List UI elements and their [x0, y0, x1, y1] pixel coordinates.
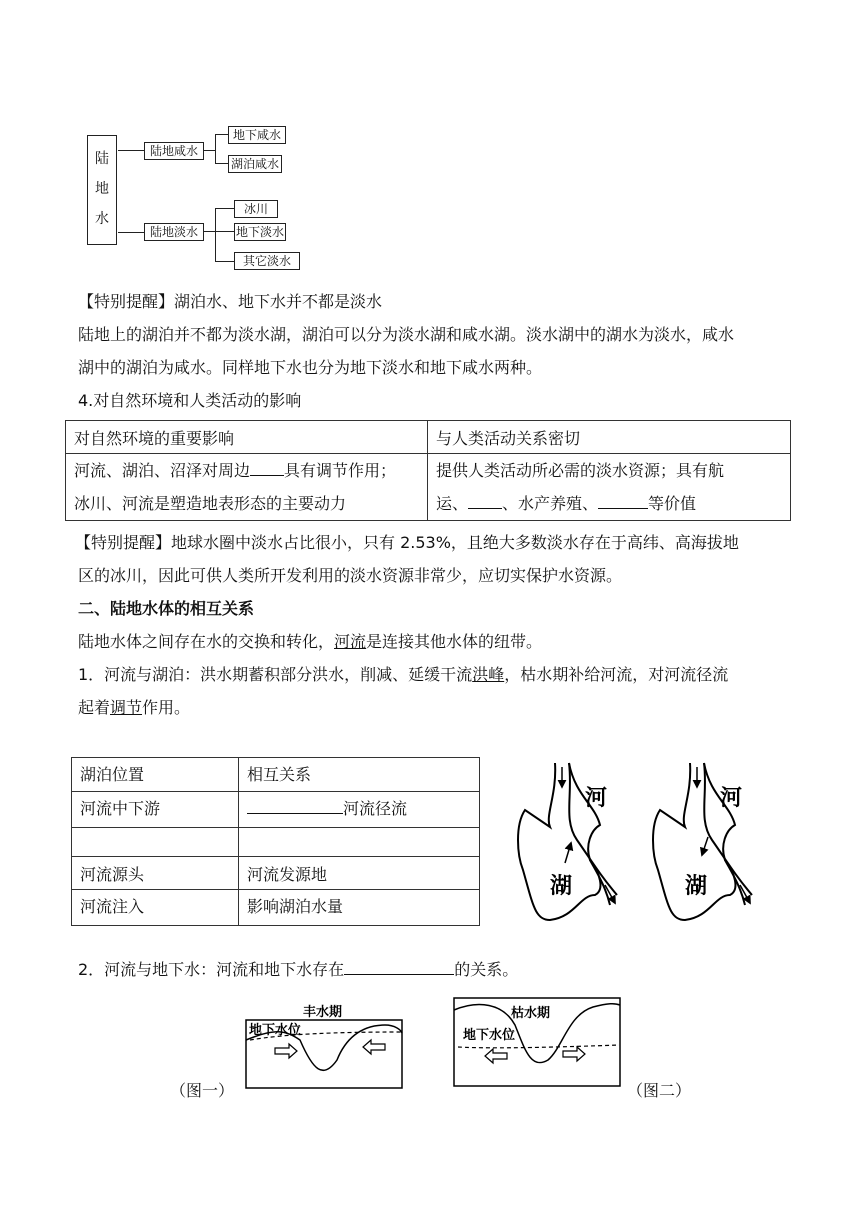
- season-label: 丰水期: [303, 1005, 343, 1020]
- tree-root-char: 水: [95, 211, 109, 227]
- point1-line1: 1．河流与湖泊：洪水期蓄积部分洪水，削减、延缓干流洪峰，枯水期补给河流，对河流径流: [78, 665, 729, 684]
- lake-pos: 河流注入: [72, 890, 239, 926]
- impact-header: 与人类活动关系密切: [428, 421, 791, 454]
- intro-line: 陆地水体之间存在水的交换和转化，河流是连接其他水体的纽带。: [78, 632, 543, 651]
- tip2-bracket: 【特别提醒】: [75, 533, 172, 552]
- point2-line: 2．河流与地下水：河流和地下水存在 的关系。: [78, 960, 519, 979]
- river-label: 河: [720, 786, 743, 811]
- tip2-line2: 区的冰川，因此可供人类所开发利用的淡水资源非常少，应切实保护水资源。: [78, 566, 623, 585]
- section2-title: 二、陆地水体的相互关系: [78, 599, 255, 618]
- lake-label: 湖: [550, 874, 573, 899]
- groundwater-fig2: [453, 995, 623, 1090]
- fig1-caption: （图一）: [170, 1081, 235, 1100]
- river-label: 河: [585, 786, 608, 811]
- lake-pos: 河流源头: [72, 857, 239, 890]
- tip2-line1: 【特别提醒】地球水圈中淡水占比很小，只有 2.53%，且绝大多数淡水存在于高纬、高海拔地: [75, 533, 739, 552]
- lake-pos: [72, 828, 239, 857]
- tree-salt-box: 陆地咸水: [144, 142, 204, 160]
- lake-river-diagram-1: [505, 755, 630, 935]
- blank: [344, 958, 454, 975]
- tree-fresh-child: 其它淡水: [234, 252, 300, 270]
- impact-table: [65, 420, 791, 521]
- impact-human-cell: 提供人类活动所必需的淡水资源；具有航 运、 、水产养殖、 等价值: [428, 454, 791, 521]
- para1-line1: 陆地上的湖泊并不都为淡水湖，湖泊可以分为淡水湖和咸水湖。淡水湖中的湖水为淡水，咸水: [78, 325, 735, 344]
- season-label: 枯水期: [511, 1006, 551, 1021]
- lake-header: 相互关系: [239, 758, 480, 792]
- blank: [250, 459, 284, 476]
- lake-river-diagram-2: [640, 755, 770, 935]
- water-table-label: 地下水位: [463, 1028, 516, 1043]
- tree-fresh-child: 冰川: [234, 200, 278, 218]
- lake-rel: 河流径流: [239, 792, 480, 828]
- section4-title: 4.对自然环境和人类活动的影响: [78, 391, 302, 410]
- blank: [468, 492, 502, 509]
- para1-line2: 湖中的湖泊为咸水。同样地下水也分为地下淡水和地下咸水两种。: [78, 358, 543, 377]
- lake-rel: 河流发源地: [239, 857, 480, 890]
- lake-pos: 河流中下游: [72, 792, 239, 828]
- groundwater-fig1: [245, 1000, 405, 1095]
- blank: [598, 492, 648, 509]
- lake-label: 湖: [685, 874, 708, 899]
- tree-root-char: 陆: [95, 151, 109, 167]
- lake-rel: [239, 828, 480, 857]
- blank: [247, 797, 343, 814]
- tip1-bracket: 【特别提醒】: [78, 292, 175, 311]
- water-table-label: 地下水位: [249, 1023, 302, 1038]
- tree-salt-child: 湖泊咸水: [228, 155, 282, 173]
- tree-fresh-box: 陆地淡水: [144, 223, 204, 241]
- tip1-line: [78, 292, 382, 312]
- fig2-caption: （图二）: [627, 1081, 692, 1100]
- lake-rel: 影响湖泊水量: [239, 890, 480, 926]
- lake-header: 湖泊位置: [72, 758, 239, 792]
- tip1-title: 湖泊水、地下水并不都是淡水: [174, 292, 383, 311]
- tree-fresh-child: 地下淡水: [235, 225, 284, 239]
- impact-header: 对自然环境的重要影响: [66, 421, 428, 454]
- tree-root-box: [87, 135, 117, 245]
- tree-salt-child: 地下咸水: [228, 126, 286, 144]
- tree-root-char: 地: [95, 181, 109, 197]
- point1-line2: 起着调节作用。: [78, 698, 191, 717]
- lake-table: [71, 757, 480, 926]
- impact-natural-cell: 河流、湖泊、沼泽对周边 具有调节作用； 冰川、河流是塑造地表形态的主要动力: [66, 454, 428, 521]
